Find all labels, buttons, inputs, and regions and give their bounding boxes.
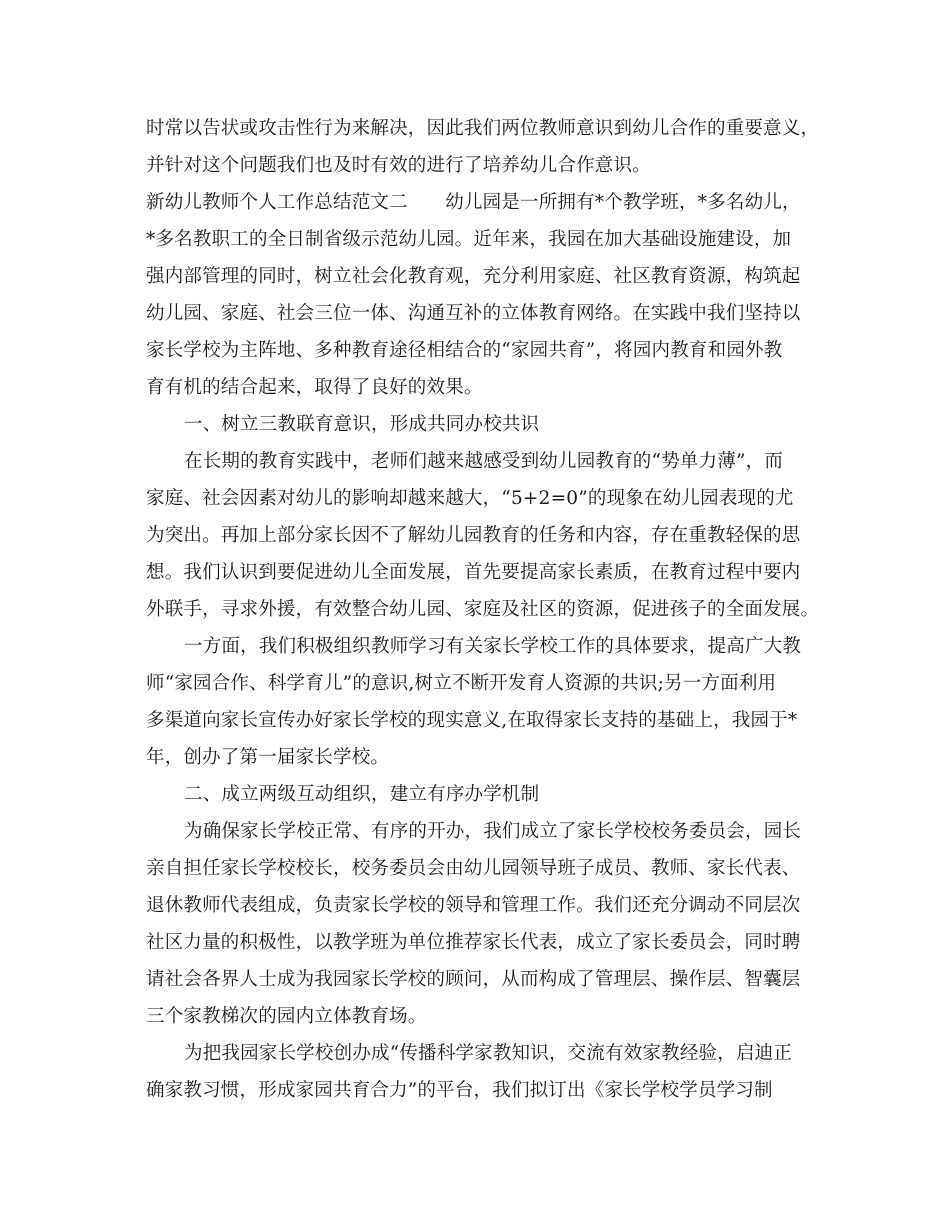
text-line: 师“家园合作、科学育儿”的意识,树立不断开发育人资源的共识;另一方面利用 <box>146 673 777 694</box>
text-line: 新幼儿教师个人工作总结范文二 幼儿园是一所拥有*个教学班，*多名幼儿， <box>146 192 801 213</box>
text-line: 三个家教梯次的园内立体教育场。 <box>146 1006 427 1027</box>
text-line: 在长期的教育实践中，老师们越来越感受到幼儿园教育的“势单力薄”，而 <box>184 451 784 472</box>
section-heading: 二、成立两级互动组织，建立有序办学机制 <box>184 784 540 805</box>
text-line: 强内部管理的同时，树立社会化教育观，充分利用家庭、社区教育资源，构筑起 <box>146 266 801 287</box>
text-line: 社区力量的积极性，以教学班为单位推荐家长代表，成立了家长委员会，同时聘 <box>146 932 801 953</box>
text-line: 一方面，我们积极组织教师学习有关家长学校工作的具体要求，提高广大教 <box>184 636 802 657</box>
text-line: 外联手，寻求外援，有效整合幼儿园、家庭及社区的资源，促进孩子的全面发展。 <box>146 599 820 620</box>
text-line: 请社会各界人士成为我园家长学校的顾问，从而构成了管理层、操作层、智囊层 <box>146 969 801 990</box>
text-line: 家长学校为主阵地、多种教育途径相结合的“家园共育”，将园内教育和园外教 <box>146 340 783 361</box>
text-line: 时常以告状或攻击性行为来解决，因此我们两位教师意识到幼儿合作的重要意义， <box>146 118 820 139</box>
text-line: 想。我们认识到要促进幼儿全面发展，首先要提高家长素质，在教育过程中要内 <box>146 562 801 583</box>
text-line: 年，创办了第一届家长学校。 <box>146 747 390 768</box>
text-line: *多名教职工的全日制省级示范幼儿园。近年来，我园在加大基础设施建设，加 <box>146 229 792 250</box>
text-line: 亲自担任家长学校校长，校务委员会由幼儿园领导班子成员、教师、家长代表、 <box>146 858 801 879</box>
text-line: 幼儿园、家庭、社会三位一体、沟通互补的立体教育网络。在实践中我们坚持以 <box>146 303 801 324</box>
text-line: 多渠道向家长宣传办好家长学校的现实意义,在取得家长支持的基础上，我园于* <box>146 710 798 731</box>
text-line: 家庭、社会因素对幼儿的影响却越来越大，“5+2=0”的现象在幼儿园表现的尤 <box>146 488 794 509</box>
text-line: 为突出。再加上部分家长因不了解幼儿园教育的任务和内容，存在重教轻保的思 <box>146 525 801 546</box>
text-line: 育有机的结合起来，取得了良好的效果。 <box>146 377 483 398</box>
section-heading: 一、树立三教联育意识，形成共同办校共识 <box>184 414 540 435</box>
text-line: 确家教习惯，形成家园共育合力”的平台，我们拟订出《家长学校学员学习制 <box>146 1080 773 1101</box>
text-line: 为把我园家长学校创办成“传播科学家教知识，交流有效家教经验，启迪正 <box>184 1043 793 1064</box>
text-line: 退休教师代表组成，负责家长学校的领导和管理工作。我们还充分调动不同层次 <box>146 895 801 916</box>
text-line: 为确保家长学校正常、有序的开办，我们成立了家长学校校务委员会，园长 <box>184 821 802 842</box>
text-line: 并针对这个问题我们也及时有效的进行了培养幼儿合作意识。 <box>146 155 651 176</box>
